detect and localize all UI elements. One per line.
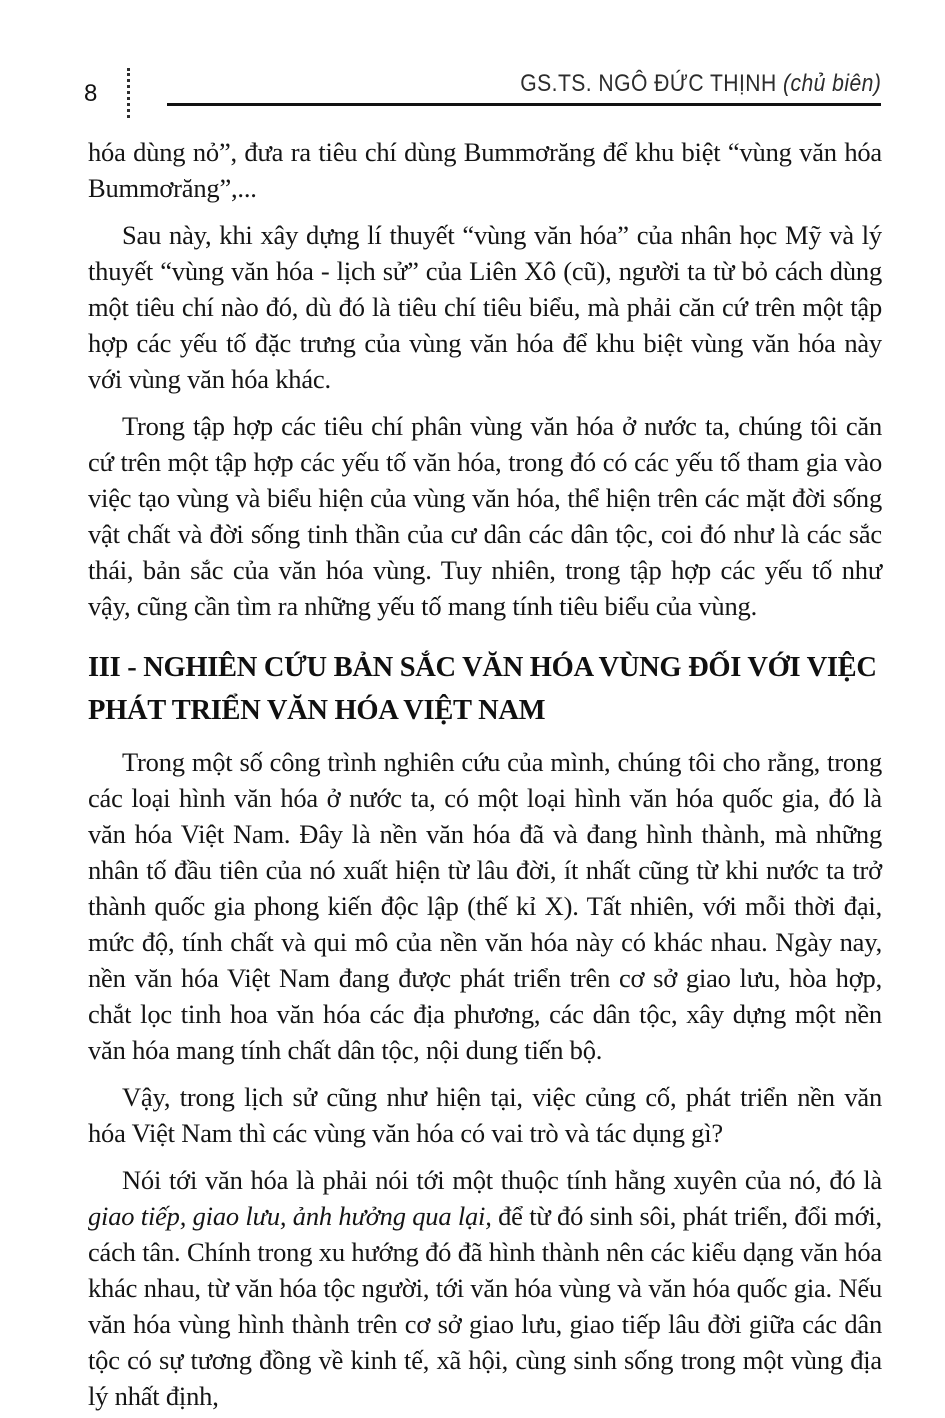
section-heading-line2: PHÁT TRIỂN VĂN HÓA VIỆT NAM [88,695,546,726]
running-title: GS.TS. NGÔ ĐỨC THỊNH [519,70,783,97]
paragraph: Trong tập hợp các tiêu chí phân vùng văn hóa ở nước ta, chúng tôi căn cứ trên một tập hợp các yếu tố văn hóa, trong đó có các yếu tố tham gia vào việc tạo vùng và biểu hiện của vùng văn hóa, thể hiện trên các mặt đời sống vật chất và đời sống tinh thần của cư dân các dân tộc, coi đó như là các sắc thái, bản sắc của văn hóa vùng. Tuy nhiên, trong tập hợp các yếu tố như vậy, cũng cần tìm ra những yếu tố mang tính tiêu biểu của vùng. [88,411,882,621]
paragraph-italic-run: giao tiếp, giao lưu, ảnh hưởng qua lại, [88,1201,492,1231]
paragraph [88,1162,882,1414]
section-heading [88,646,882,732]
header-dotted-divider [127,68,130,118]
paragraph-continuation: hóa dùng nỏ”, đưa ra tiêu chí dùng Bummơrăng để khu biệt “vùng văn hóa Bummơrăng”,... [88,137,882,203]
paragraph: Trong một số công trình nghiên cứu của mình, chúng tôi cho rằng, trong các loại hình văn hóa ở nước ta, có một loại hình văn hóa quốc gia, đó là văn hóa Việt Nam. Đây là nền văn hóa đã và đang hình thành, mà những nhân tố đầu tiên của nó xuất hiện từ lâu đời, ít nhất cũng từ khi nước ta trở thành quốc gia phong kiến độc lập (thế kỉ X). Tất nhiên, với mỗi thời đại, mức độ, tính chất và qui mô của nền văn hóa này có khác nhau. Ngày nay, nền văn hóa Việt Nam đang được phát triển trên cơ sở giao lưu, hòa hợp, chắt lọc tinh hoa văn hóa các địa phương, các dân tộc, xây dựng một nền văn hóa mang tính chất dân tộc, nội dung tiến bộ. [88,747,882,1065]
running-title-editor-note: (chủ biên) [782,70,881,97]
section-heading-line1: III - NGHIÊN CỨU BẢN SẮC VĂN HÓA VÙNG ĐỐI VỚI VIỆC [88,652,877,683]
paragraph-text-run: Nói tới văn hóa là phải nói tới một thuộc tính hằng xuyên của nó, đó là [122,1165,882,1195]
paragraph: Vậy, trong lịch sử cũng như hiện tại, việc củng cố, phát triển nền văn hóa Việt Nam thì các vùng văn hóa có vai trò và tác dụng gì? [88,1082,882,1148]
page-number: 8 [84,80,98,107]
page-body [88,134,882,1414]
running-head [167,70,881,106]
running-head-text [520,70,881,98]
paragraph: Sau này, khi xây dựng lí thuyết “vùng văn hóa” của nhân học Mỹ và lý thuyết “vùng văn hóa - lịch sử” của Liên Xô (cũ), người ta từ bỏ cách dùng một tiêu chí nào đó, dù đó là tiêu chí tiêu biểu, mà phải căn cứ trên một tập hợp các yếu tố đặc trưng của vùng văn hóa để khu biệt vùng văn hóa này với vùng văn hóa khác. [88,220,882,394]
paragraph-text-run: để từ đó sinh sôi, phát triển, đổi mới, cách tân. Chính trong xu hướng đó đã hình thành nên các kiểu dạng văn hóa khác nhau, từ văn hóa tộc người, tới văn hóa vùng và văn hóa quốc gia. Nếu văn hóa vùng hình thành trên cơ sở giao lưu, giao tiếp lâu đời giữa các dân tộc có sự tương đồng về kinh tế, xã hội, cùng sinh sống trong một vùng địa lý nhất định, [88,1201,882,1411]
